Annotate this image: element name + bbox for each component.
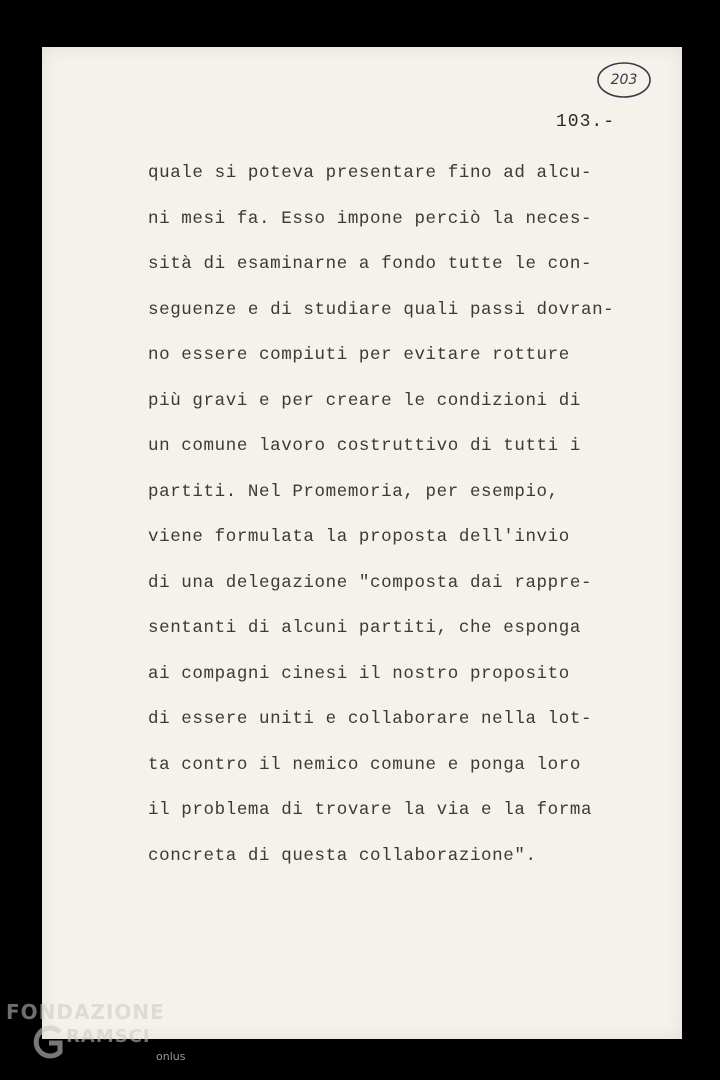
text-line: ni mesi fa. Esso impone perciò la neces- <box>148 208 593 229</box>
page-number: 103.- <box>556 112 616 132</box>
text-line: sentanti di alcuni partiti, che esponga <box>148 618 581 638</box>
archive-number: 203 <box>610 72 638 88</box>
watermark-line-3: onlus <box>156 1050 186 1063</box>
typed-text-body <box>148 158 614 886</box>
text-line: sità di esaminarne a fondo tutte le con- <box>148 254 593 274</box>
text-line: partiti. Nel Promemoria, per esempio, <box>148 481 559 502</box>
text-line: ai compagni cinesi il nostro proposito <box>148 663 570 684</box>
archive-number-stamp <box>596 60 652 100</box>
gramsci-g-logo-icon <box>30 1022 66 1062</box>
text-line: di una delegazione "composta dai rappre- <box>148 572 593 593</box>
text-line: concreta di questa collaborazione". <box>148 845 537 866</box>
text-line: no essere compiuti per evitare rotture <box>148 345 570 365</box>
text-line: il problema di trovare la via e la forma <box>148 800 593 820</box>
text-line: ta contro il nemico comune e ponga loro <box>148 754 581 775</box>
watermark-line-1: FONDAZIONE <box>6 1000 165 1024</box>
fondazione-gramsci-watermark <box>6 1000 206 1070</box>
text-line: più gravi e per creare le condizioni di <box>148 390 581 411</box>
text-line: seguenze e di studiare quali passi dovran- <box>148 299 615 320</box>
text-line: di essere uniti e collaborare nella lot- <box>148 709 593 729</box>
text-line: quale si poteva presentare fino ad alcu- <box>148 163 593 183</box>
text-line: un comune lavoro costruttivo di tutti i <box>148 436 581 456</box>
text-line: viene formulata la proposta dell'invio <box>148 527 570 547</box>
watermark-line-2: RAMSCI <box>66 1026 151 1047</box>
